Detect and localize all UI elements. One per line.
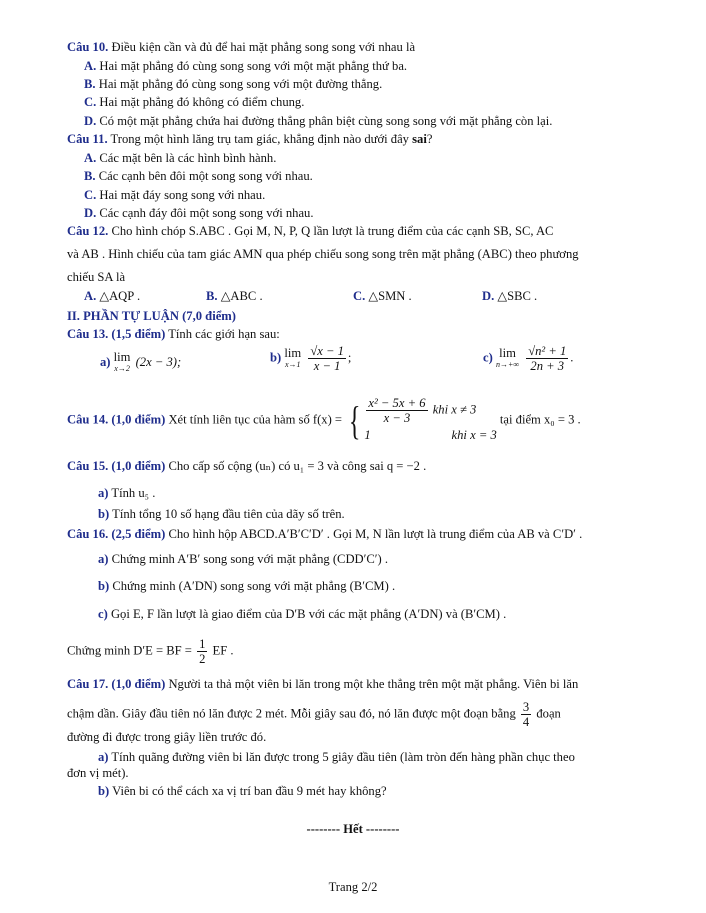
q16-text: Cho hình hộp ABCD.A′B′C′D′ . Gọi M, N lần lượt là trung điểm của AB và C′D′ . (168, 527, 583, 541)
q13-a-lim-sub: x→2 (114, 364, 130, 373)
q13-b-limit (284, 345, 302, 370)
q15-part-a (98, 484, 155, 502)
q16-stem (67, 525, 582, 543)
q17-stem (67, 675, 578, 693)
q10-label: Câu 10. (67, 40, 109, 54)
q14-case2-value: 1 (364, 428, 371, 442)
q13-b-fraction (308, 344, 346, 373)
q14-cases (364, 396, 496, 445)
page-footer: Trang 2/2 (328, 880, 378, 894)
q17-line3: đường đi được trong giây liền trước đó. (67, 730, 267, 744)
q14-case1-condition: khi x ≠ 3 (432, 402, 477, 417)
q15-a-text: Tính u₅ . (111, 486, 156, 500)
q12-option-c-key: C. (353, 289, 366, 303)
q11-option-d-text: Các cạnh đáy đôi một song song với nhau. (99, 206, 314, 220)
q13-c-end: . (570, 350, 574, 365)
q11-label: Câu 11. (67, 132, 108, 146)
q16-proof-numerator: 1 (199, 637, 206, 651)
q11-option-c-key: C. (84, 188, 97, 202)
q17-b-text: Viên bi có thể cách xa vị trí ban đầu 9 mét hay không? (112, 784, 387, 798)
q10-option-d-text: Có một mặt phẳng chứa hai đường thẳng phân biệt cùng song song với mặt phẳng còn lại. (99, 114, 553, 128)
q13-part-c (483, 344, 573, 373)
q13-b-lim-word: lim (284, 345, 302, 360)
q12-option-a-text: △AQP . (99, 289, 141, 303)
q13-b-lim-sub: x→1 (284, 359, 301, 369)
q13-c-limit (495, 345, 520, 370)
q15-label: Câu 15. (1,0 điểm) (67, 459, 166, 473)
q10-option-b (84, 75, 382, 93)
q17-b-key: b) (98, 784, 110, 798)
q11-option-b-key: B. (84, 169, 96, 183)
q12-option-b-key: B. (206, 289, 218, 303)
q12-option-c (353, 287, 412, 305)
q10-text: Điều kiện cần và đủ để hai mặt phẳng song song với nhau là (111, 40, 416, 54)
q17-a-key: a) (98, 750, 109, 764)
q13-c-fraction (526, 344, 568, 373)
q11-option-c-text: Hai mặt đáy song song với nhau. (99, 188, 266, 202)
q12-line2: và AB . Hình chiếu của tam giác AMN qua phép chiếu song song trên mặt phẳng (ABC) theo phương (67, 247, 579, 261)
q10-option-c-key: C. (84, 95, 97, 109)
q14-label: Câu 14. (1,0 điểm) (67, 412, 166, 427)
q13-stem (67, 325, 280, 343)
q11-text: Trong một hình lăng trụ tam giác, khẳng định nào dưới đây (110, 132, 409, 146)
q12-option-a (84, 287, 140, 305)
q17-line1: Người ta thả một viên bi lăn trong một khe thẳng trên một mặt phẳng. Viên bi lăn (168, 677, 579, 691)
q11-option-c (84, 186, 265, 204)
q13-b-key: b) (270, 350, 282, 365)
q17-part-a-cont: đơn vị mét). (67, 766, 129, 780)
q11-option-b-text: Các cạnh bên đôi một song song với nhau. (98, 169, 313, 183)
q14-brace: { (349, 397, 361, 443)
q12-option-c-text: △SMN . (368, 289, 412, 303)
q17-line2-pre: chậm dần. Giây đầu tiên nó lăn được 2 mét. Mỗi giây sau đó, nó lăn được một đoạn bằng (67, 706, 516, 721)
q13-a-expr: (2x − 3); (135, 354, 182, 369)
q16-c-text: Gọi E, F lần lượt là giao điểm của D′B với các mặt phẳng (A′DN) và (B′CM) . (110, 607, 507, 621)
q14-stem (67, 396, 581, 445)
q17-a-text: Tính quãng đường viên bi lăn được trong 5 giây đầu tiên (làm tròn đến hàng phần chục theo (111, 750, 575, 764)
q11-option-a-text: Các mặt bên là các hình bình hành. (99, 151, 277, 165)
q16-proof-post: EF . (212, 643, 234, 658)
q13-part-b (270, 344, 351, 373)
q14-tail: tại điểm x₀ = 3 . (499, 412, 581, 427)
q13-c-lim-sub: n→+∞ (495, 359, 520, 369)
q15-part-b (98, 505, 345, 523)
q13-b-numerator: √x − 1 (310, 344, 344, 358)
q10-option-a-text: Hai mặt phẳng đó cùng song song với một mặt phẳng thứ ba. (99, 59, 408, 73)
q10-option-d-key: D. (84, 114, 97, 128)
q10-option-a (84, 57, 407, 75)
end-marker: -------- Hết -------- (306, 822, 400, 836)
q15-stem (67, 457, 426, 475)
q14-case1 (364, 396, 496, 425)
q16-proof-fraction (197, 637, 207, 666)
q10-stem (67, 38, 415, 56)
q13-c-denominator: 2n + 3 (530, 359, 565, 373)
q17-label: Câu 17. (1,0 điểm) (67, 677, 166, 691)
q11-option-d-key: D. (84, 206, 97, 220)
q12-option-d-text: △SBC . (497, 289, 538, 303)
q11-stem (67, 130, 432, 148)
q16-proof (67, 637, 234, 666)
q17-fraction-numerator: 3 (522, 700, 530, 714)
q12-option-b-text: △ABC . (220, 289, 263, 303)
q14-case1-denominator: x − 3 (383, 411, 411, 425)
q16-part-b (98, 577, 395, 595)
part2-heading: II. PHẦN TỰ LUẬN (7,0 điểm) (67, 309, 236, 323)
q11-tail: ? (426, 132, 433, 146)
q17-part-b (98, 782, 387, 800)
q14-case2 (364, 425, 496, 445)
q16-c-key: c) (98, 607, 108, 621)
q15-text: Cho cấp số cộng (uₙ) có u₁ = 3 và công sai q = −2 . (168, 459, 427, 473)
q13-part-a (100, 352, 181, 374)
q15-b-key: b) (98, 507, 110, 521)
q14-text: Xét tính liên tục của hàm số f(x) = (168, 412, 343, 427)
q12-option-d-key: D. (482, 289, 495, 303)
q13-b-denominator: x − 1 (313, 359, 341, 373)
q12-option-d (482, 287, 537, 305)
q13-a-limit (114, 352, 131, 374)
q11-option-a-key: A. (84, 151, 97, 165)
q10-option-c-text: Hai mặt phẳng đó không có điểm chung. (99, 95, 305, 109)
q16-a-key: a) (98, 552, 109, 566)
q13-c-lim-word: lim (499, 345, 516, 360)
q17-fraction-denominator: 4 (522, 715, 530, 729)
q16-proof-denominator: 2 (199, 652, 206, 666)
q13-c-numerator: √n² + 1 (528, 344, 567, 358)
q16-a-text: Chứng minh A′B′ song song với mặt phẳng (CDD′C′) . (111, 552, 389, 566)
q12-line1: Cho hình chóp S.ABC . Gọi M, N, P, Q lần lượt là trung điểm của các cạnh SB, SC, AC (111, 224, 554, 238)
q10-option-b-text: Hai mặt phẳng đó cùng song song với một đường thẳng. (98, 77, 383, 91)
q11-option-d (84, 204, 313, 222)
q13-text: Tính các giới hạn sau: (168, 327, 280, 341)
q13-a-key: a) (100, 354, 111, 369)
q15-b-text: Tính tổng 10 số hạng đầu tiên của dãy số trên. (112, 507, 345, 521)
q14-case2-condition: khi x = 3 (451, 428, 497, 442)
q17-line2 (67, 700, 561, 729)
q12-line3: chiếu SA là (67, 270, 126, 284)
q16-b-key: b) (98, 579, 110, 593)
q16-part-a (98, 550, 388, 568)
q16-label: Câu 16. (2,5 điểm) (67, 527, 166, 541)
q16-part-c (98, 605, 506, 623)
q14-case1-numerator: x² − 5x + 6 (368, 396, 426, 410)
q16-proof-pre: Chứng minh D′E = BF = (67, 643, 192, 658)
q17-part-a (98, 748, 575, 766)
q12-option-b (206, 287, 263, 305)
q11-option-b (84, 167, 313, 185)
q10-option-c (84, 93, 304, 111)
q10-option-d (84, 112, 552, 130)
q17-line2-post: đoạn (536, 706, 561, 721)
q13-c-key: c) (483, 350, 493, 365)
q17-fraction (521, 700, 531, 729)
q15-a-key: a) (98, 486, 109, 500)
q12-stem (67, 222, 553, 240)
q14-case1-fraction (366, 396, 427, 425)
q12-option-a-key: A. (84, 289, 97, 303)
q10-option-a-key: A. (84, 59, 97, 73)
q11-bold: sai (412, 132, 427, 146)
q13-label: Câu 13. (1,5 điểm) (67, 327, 166, 341)
q10-option-b-key: B. (84, 77, 96, 91)
q16-b-text: Chứng minh (A′DN) song song với mặt phẳng (B′CM) . (112, 579, 396, 593)
q11-option-a (84, 149, 276, 167)
q12-label: Câu 12. (67, 224, 109, 238)
q13-b-end: ; (347, 350, 352, 365)
q13-a-lim-word: lim (113, 350, 131, 364)
